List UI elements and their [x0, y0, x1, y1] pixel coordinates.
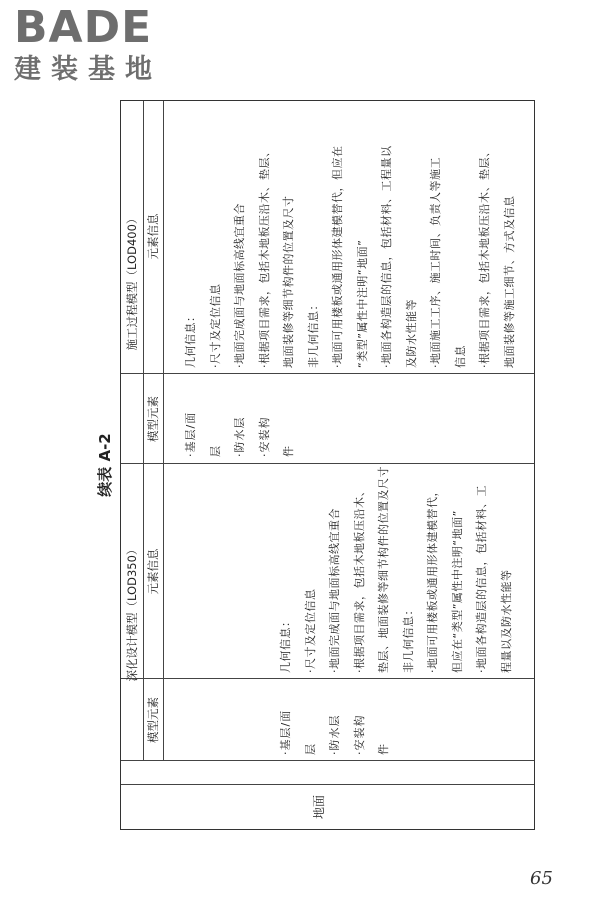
text-line: ·地面完成面与地面标高线宜重合 [328, 508, 341, 673]
logo [14, 4, 184, 94]
lod400-element-list [179, 377, 302, 457]
list-item: ·基层/面 [279, 709, 292, 755]
table-divider [121, 784, 534, 785]
text-line: 地面装修等细节构件的位置及尺寸 [282, 195, 295, 368]
text-line: ·根据项目需求，包括木地板压沿木、垫层、 [478, 145, 491, 368]
text-line: 垫层、地面装修等细节构件的位置及尺寸 [377, 466, 390, 673]
text-line: “类型”属性中注明“地面” [355, 239, 369, 368]
table-divider [121, 373, 534, 374]
text-line: ·地面各构造层的信息，包括材料、工程量以 [380, 145, 393, 368]
lod350-col-model: 模型元素 [146, 697, 160, 743]
text-line: 几何信息： [279, 615, 292, 673]
text-line: 非几何信息： [306, 299, 320, 368]
lod400-header: 施工过程模型（LOD400） [125, 212, 139, 351]
page-number: 65 [530, 868, 553, 889]
table-divider [163, 101, 164, 761]
rotated-table-page [90, 100, 540, 830]
text-line: ·地面可用楼板或通用形体建模替代，但应在 [331, 145, 344, 368]
text-line: 程量以及防水性能等 [499, 569, 513, 673]
table-divider [121, 678, 534, 679]
lod400-col-info: 元素信息 [146, 213, 160, 260]
lod350-col-info: 元素信息 [146, 548, 160, 595]
logo-chinese-text: 建装基地 [14, 54, 162, 85]
list-item: ·基层/面 [184, 411, 197, 457]
text-line: ·尺寸及定位信息 [303, 588, 317, 673]
lod350-header: 深化设计模型（LOD350） [125, 543, 139, 682]
list-item: 层 [303, 743, 317, 755]
list-item: ·安装构 [352, 714, 366, 755]
text-line: ·根据项目需求，包括木地板压沿木、垫层、 [257, 145, 271, 368]
text-line: ·根据项目需求，包括木地板压沿木、 [352, 485, 366, 673]
text-line: ·地面完成面与地面标高线宜重合 [233, 203, 246, 368]
text-line: ·地面施工工序、施工时间、负责人等施工 [429, 157, 442, 368]
text-line: 地面装修等施工细节、方式及信息 [502, 195, 516, 368]
table-divider [143, 101, 144, 761]
list-item: ·防水层 [233, 416, 246, 457]
table-divider [121, 760, 534, 761]
lod400-col-model: 模型元素 [146, 396, 160, 442]
text-line: 几何信息： [184, 310, 197, 368]
table-caption: 续表 A-2 [96, 433, 114, 497]
text-line: 信息 [453, 345, 467, 368]
list-item: ·安装构 [257, 416, 271, 457]
text-line: ·尺寸及定位信息 [208, 283, 222, 368]
lod350-info-text [274, 467, 519, 673]
list-item: 层 [208, 445, 222, 457]
list-item: 件 [377, 743, 390, 755]
text-line: 非几何信息： [401, 604, 415, 673]
list-item: ·防水层 [328, 714, 341, 755]
spec-table [120, 100, 535, 830]
lod400-info-text [179, 102, 522, 368]
lod350-element-list [274, 681, 397, 755]
logo-latin-text: BADE [14, 2, 153, 53]
text-line: ·地面各构造层的信息，包括材料、工 [475, 485, 488, 673]
text-line: 及防水性能等 [404, 299, 418, 368]
text-line: 但应在“类型”属性中注明“地面” [450, 510, 464, 673]
list-item: 件 [282, 445, 295, 457]
text-line: ·地面可用楼板或通用形体建模替代， [426, 485, 439, 673]
table-divider [121, 463, 534, 464]
row-label-floor: 地面 [312, 795, 326, 820]
